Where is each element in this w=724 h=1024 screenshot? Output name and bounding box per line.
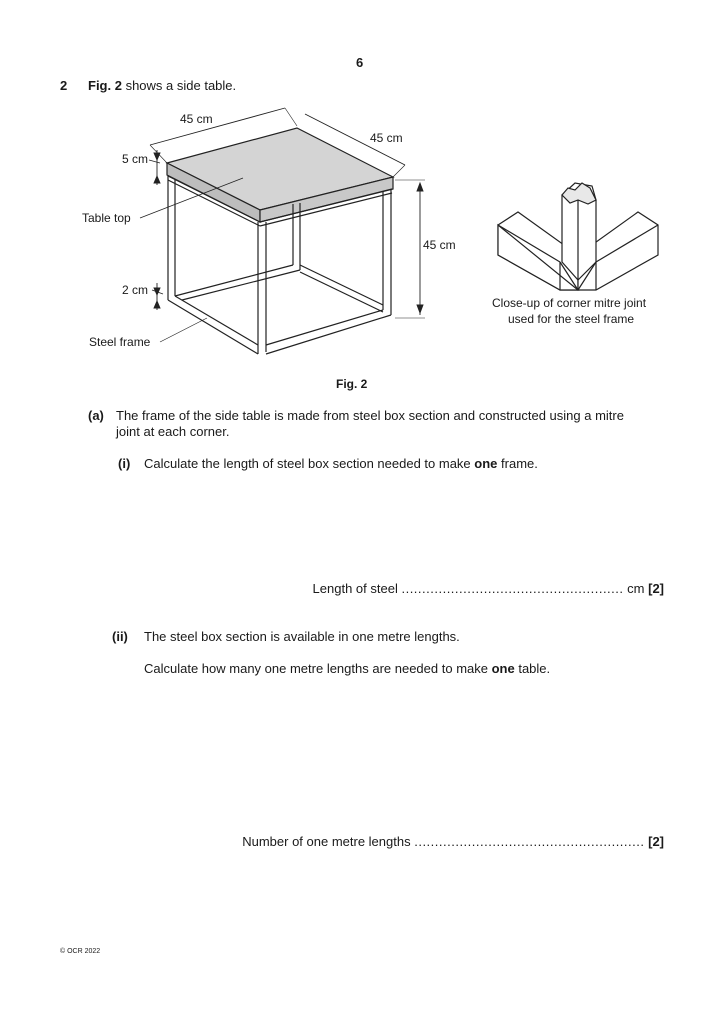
sub-ii-answer-label: Number of one metre lengths [242,834,411,849]
sub-i-text-before: Calculate the length of steel box section needed to make [144,456,475,471]
sub-ii-marks: [2] [648,834,664,849]
sub-ii-label: (ii) [112,629,128,644]
sub-i-text-after: frame. [497,456,538,471]
sub-ii-text-line2 [144,661,550,676]
sub-ii-text-line1: The steel box section is available in one metre lengths. [144,629,460,644]
mitre-joint-closeup [498,183,658,290]
question-number: 2 [60,78,68,93]
part-a-label: (a) [88,408,104,423]
table-top-label: Table top [82,211,131,225]
sub-ii-text2-after: table. [514,661,551,676]
figure-caption: Fig. 2 [336,377,368,391]
intro-text: shows a side table. [121,78,237,93]
page-number: 6 [356,55,364,70]
side-table-drawing [167,128,393,354]
dim-top-thickness-label: 5 cm [122,152,149,166]
sub-ii-text2-before: Calculate how many one metre lengths are needed to make [144,661,492,676]
sub-ii-answer-dots[interactable]: ........................................................ [414,834,645,849]
dim-height-label: 45 cm [423,238,456,252]
sub-ii-text2-bold: one [491,661,515,676]
sub-i-label: (i) [118,456,131,471]
part-a-text-line2: joint at each corner. [116,424,230,439]
dim-top-left-label: 45 cm [180,112,213,126]
sub-i-text-bold: one [474,456,498,471]
sub-ii-answer-line[interactable] [242,834,664,849]
sub-i-answer-label: Length of steel [312,581,398,596]
footer-copyright: © OCR 2022 [60,948,101,955]
part-a-text-line1: The frame of the side table is made from steel box section and constructed using a mitre [116,408,624,423]
dim-top-right-label: 45 cm [370,131,403,145]
steel-frame-label: Steel frame [89,335,151,349]
dim-frame-section-label: 2 cm [122,283,149,297]
closeup-caption-line2: used for the steel frame [508,312,635,326]
sub-i-answer-line[interactable] [313,581,664,596]
sub-i-answer-unit: cm [627,581,645,596]
sub-i-text [144,456,538,471]
sub-i-marks: [2] [648,581,664,596]
closeup-caption-line1: Close-up of corner mitre joint [492,296,647,310]
sub-i-answer-dots[interactable]: ...................................................... [401,581,624,596]
fig-reference: Fig. 2 [88,78,122,93]
